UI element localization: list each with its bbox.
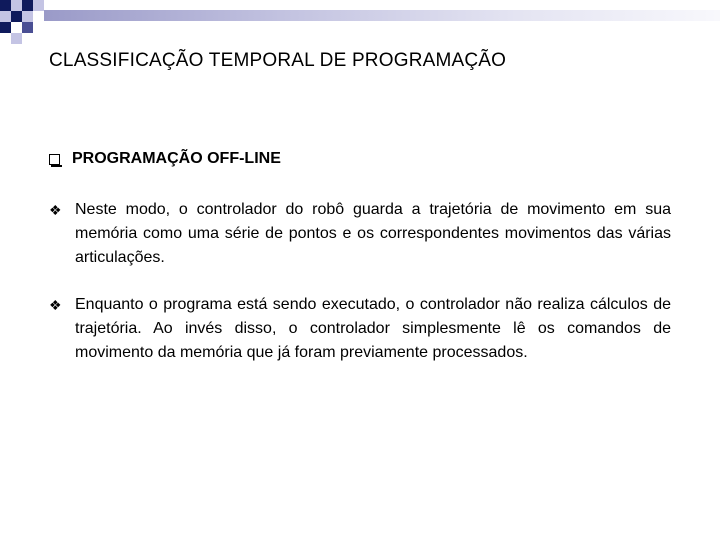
bullet-text: Enquanto o programa está sendo executado, o controlador não realiza cálculos de trajetória. Ao invés disso, o controlador simplesmente lê os comandos de movimento da memória que já foram previamente processados.	[75, 296, 671, 361]
corner-square-decoration	[22, 0, 33, 11]
diamond-bullet-icon: ❖	[49, 297, 62, 313]
diamond-bullet-icon: ❖	[49, 202, 62, 218]
corner-square-decoration	[11, 33, 22, 44]
corner-square-decoration	[22, 22, 33, 33]
corner-square-decoration	[33, 0, 44, 11]
corner-square-decoration	[0, 0, 11, 11]
corner-square-decoration	[11, 0, 22, 11]
corner-square-decoration	[22, 11, 33, 22]
slide-title: CLASSIFICAÇÃO TEMPORAL DE PROGRAMAÇÃO	[49, 50, 507, 71]
corner-square-decoration	[11, 11, 22, 22]
section-heading	[49, 150, 281, 168]
bullet-item	[49, 293, 671, 365]
square-bullet-icon	[49, 154, 60, 165]
section-heading-label: PROGRAMAÇÃO OFF-LINE	[72, 150, 281, 167]
bullet-item	[49, 198, 671, 270]
corner-square-decoration	[0, 22, 11, 33]
corner-square-decoration	[0, 11, 11, 22]
bullet-text: Neste modo, o controlador do robô guarda a trajetória de movimento em sua memória como uma série de pontos e os correspondentes movimentos das várias articulações.	[75, 201, 671, 266]
header-gradient-band	[44, 10, 720, 21]
